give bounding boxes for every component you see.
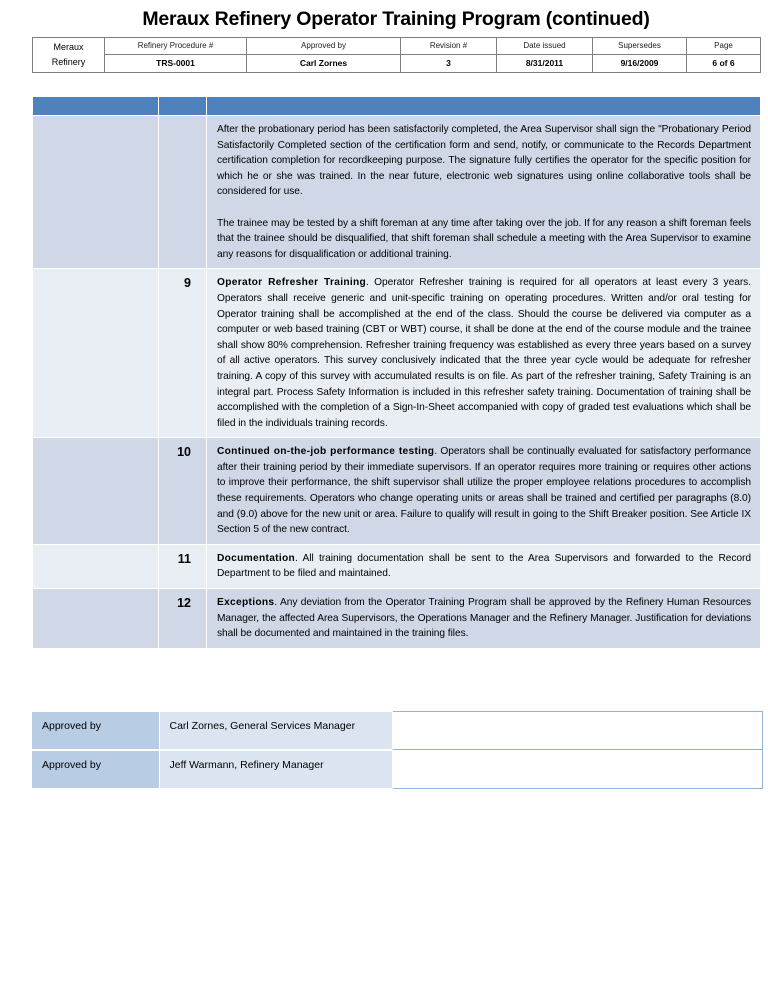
header-label-page: Page bbox=[687, 38, 761, 55]
section-heading: Documentation bbox=[217, 552, 296, 564]
procedure-table-header bbox=[33, 97, 761, 116]
section-text: . Operators shall be continually evaluated for satisfactory performance after their training period by their immediate supervisors. If an operator requires more training or requires other actions to improve their performance, the shift supervisor shall utilize the proper employee relations procedures to accomplish these requirements. Operators who change operating units or areas shall be trained and certified per paragraphs (8.0) and (9.0) above for the new unit or area. Failure to qualify will result in going to the Shift Breaker position. See Article IX Section 5 of the new contract. bbox=[217, 446, 751, 536]
page-title: Meraux Refinery Operator Training Program (continued) bbox=[142, 8, 650, 30]
header-value-page: 6 of 6 bbox=[687, 55, 761, 73]
header-label-procedure: Refinery Procedure # bbox=[105, 38, 247, 55]
table-row bbox=[33, 116, 761, 269]
header-label-revision: Revision # bbox=[401, 38, 497, 55]
section-number: 12 bbox=[159, 589, 207, 649]
table-row bbox=[33, 269, 761, 438]
approval-row bbox=[32, 712, 762, 750]
section-body bbox=[207, 269, 761, 438]
approver-name: Carl Zornes, General Services Manager bbox=[159, 712, 392, 750]
approval-row bbox=[32, 750, 762, 789]
section-body bbox=[207, 589, 761, 649]
header-label-date-issued: Date issued bbox=[497, 38, 593, 55]
header-value-date-issued: 8/31/2011 bbox=[497, 55, 593, 73]
section-paragraph: The trainee may be tested by a shift foreman at any time after taking over the job. If for any reason a shift foreman feels that the trainee should be disqualified, that shift foreman shall schedule a meeting with the Area Supervisor to examine any reasons for disqualification or additional training. bbox=[217, 217, 751, 260]
section-number: 11 bbox=[159, 544, 207, 588]
section-text: . Operator Refresher training is required for all operators at least every 3 years. Operators shall receive generic and unit-specific training on operating procedures. Written and/or oral testing for Operator training shall be accomplished at the end of the class. Should the course be delivered via computer as a computer or web based training (CBT or WBT) course, it shall be done at the end of the course module and the trainee shall show 80% comprehension. Refresher training frequency was established as every three years based on a survey of all active operators. This survey conclusively indicated that the three year cycle would be adequate for refresher training. A copy of this survey with accumulated results is on file. As part of the refresher training, Safety Training is an integral part. Process Safety Information is included in this refresher safety training. Documentation of training shall be accomplished with the completion of a Sign-In-Sheet accompanied with copy of graded test evaluations which shall be filed in the individuals training records. bbox=[217, 277, 751, 429]
header-value-supersedes: 9/16/2009 bbox=[593, 55, 687, 73]
section-number: 9 bbox=[159, 269, 207, 438]
header-label-approved-by: Approved by bbox=[247, 38, 401, 55]
section-body bbox=[207, 116, 761, 269]
section-text: . All training documentation shall be sent to the Area Supervisors and forwarded to the Record Department to be filed and maintained. bbox=[217, 552, 751, 580]
approver-name: Jeff Warmann, Refinery Manager bbox=[159, 750, 392, 789]
section-text: . Any deviation from the Operator Training Program shall be approved by the Refinery Human Resources Manager, the affected Area Supervisors, the Operations Manager and the Refinery Manager. Justification for deviations shall be documented and maintained in the training files. bbox=[217, 597, 751, 640]
section-body bbox=[207, 544, 761, 588]
procedure-table bbox=[32, 96, 761, 649]
table-row bbox=[33, 589, 761, 649]
approval-label: Approved by bbox=[32, 712, 159, 750]
header-value-revision: 3 bbox=[401, 55, 497, 73]
section-heading: Operator Refresher Training bbox=[217, 277, 367, 289]
table-row bbox=[33, 438, 761, 545]
section-body bbox=[207, 438, 761, 545]
header-value-procedure: TRS-0001 bbox=[105, 55, 247, 73]
header-value-approved-by: Carl Zornes bbox=[247, 55, 401, 73]
section-number bbox=[159, 116, 207, 269]
org-name bbox=[33, 38, 105, 73]
approval-label: Approved by bbox=[32, 750, 159, 789]
org-name-line1: Meraux bbox=[53, 42, 84, 52]
signature-box[interactable] bbox=[392, 750, 762, 789]
header-label-supersedes: Supersedes bbox=[593, 38, 687, 55]
section-number: 10 bbox=[159, 438, 207, 545]
approval-table bbox=[32, 711, 763, 790]
document-header-table bbox=[32, 37, 761, 73]
org-name-line2: Refinery bbox=[51, 57, 86, 67]
section-heading: Exceptions bbox=[217, 597, 275, 609]
section-paragraph: After the probationary period has been satisfactorily completed, the Area Supervisor shall sign the "Probationary Period Satisfactorily Completed section of the certification form and send, notify, or communicate to the Records Department certification completion for recordkeeping purpose. The signature fully certifies the operator for the specific position for which he or she was trained. In the near future, electronic web signatures using online collaborative tools shall be considered for use. bbox=[217, 124, 751, 198]
table-row bbox=[33, 544, 761, 588]
section-heading: Continued on-the-job performance testing bbox=[217, 446, 435, 458]
signature-box[interactable] bbox=[392, 712, 762, 750]
